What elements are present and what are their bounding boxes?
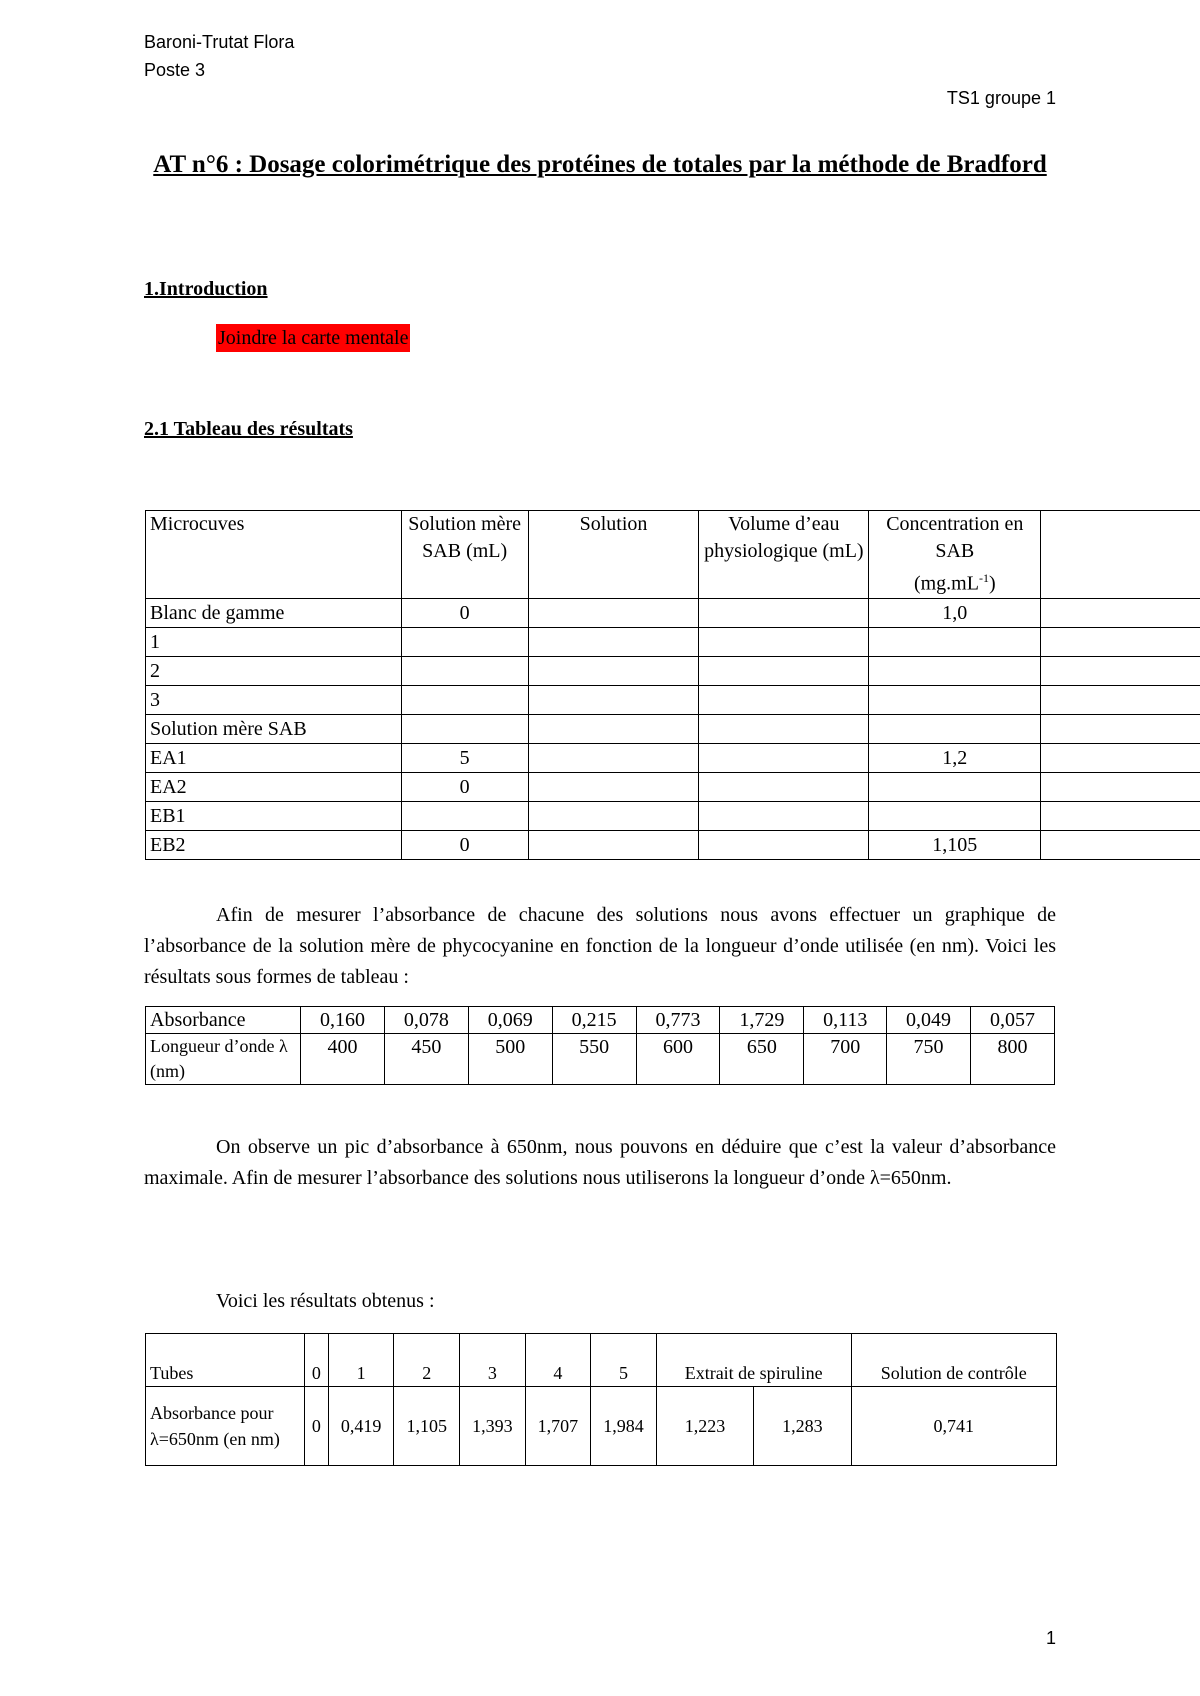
table-cell [699, 714, 869, 743]
table-cell [528, 714, 699, 743]
table-cell [699, 685, 869, 714]
row-label: 3 [146, 685, 402, 714]
absorbance-cell: 0,215 [552, 1007, 636, 1034]
wavelength-cell: 800 [970, 1034, 1054, 1085]
paragraph-peak [144, 1132, 1056, 1194]
table-cell [528, 656, 699, 685]
sab-volume-cell [401, 685, 528, 714]
table-row [146, 801, 1200, 830]
table-cell [1041, 743, 1200, 772]
paragraph-text: Voici les résultats obtenus : [216, 1290, 435, 1312]
absorbance-cell: 1,729 [720, 1007, 804, 1034]
sab-volume-cell: 0 [401, 598, 528, 627]
absorbance-cell: 0,069 [468, 1007, 552, 1034]
absorbance-cell: 0,160 [301, 1007, 385, 1034]
concentration-cell [869, 714, 1041, 743]
table-cell [528, 830, 699, 859]
table-cell [1041, 772, 1200, 801]
table-cell [699, 598, 869, 627]
intro-heading: 1.Introduction [144, 278, 268, 300]
extract-value-cell: 1,283 [754, 1387, 851, 1466]
station-label: Poste 3 [144, 60, 206, 80]
header-cell [1041, 511, 1200, 599]
table-row [146, 656, 1200, 685]
row-label: EB1 [146, 801, 402, 830]
header-cell: Concentration en SAB $(mg.mL^{-1})$ [869, 511, 1041, 599]
table-cell [528, 801, 699, 830]
tube-cell: 3 [460, 1334, 526, 1387]
table-cell [699, 830, 869, 859]
table-row [146, 714, 1200, 743]
paragraph-text: On observe un pic d’absorbance à 650nm, nous pouvons en déduire que c’est la valeur d’absorbance maximale. Afin de mesurer l’absorbance des solutions nous utiliserons la longueur d’onde λ=650nm. [144, 1136, 1056, 1189]
paragraph-results-intro [144, 1286, 1056, 1317]
row-label: 1 [146, 627, 402, 656]
table-row [146, 1007, 1055, 1034]
sab-volume-cell [401, 627, 528, 656]
extract-header: Extrait de spiruline [656, 1334, 851, 1387]
table-cell [1041, 685, 1200, 714]
header-text: Concentration en SAB [886, 513, 1024, 562]
table-cell [1041, 714, 1200, 743]
wavelength-cell: 500 [468, 1034, 552, 1085]
table-row [146, 598, 1200, 627]
row-label: Blanc de gamme [146, 598, 402, 627]
sab-volume-cell: 0 [401, 830, 528, 859]
absorbance-cell: 0,078 [384, 1007, 468, 1034]
absorbance-cell: 0,049 [887, 1007, 971, 1034]
concentration-cell [869, 772, 1041, 801]
tube-cell: 1 [328, 1334, 394, 1387]
concentration-cell [869, 685, 1041, 714]
table-cell [528, 598, 699, 627]
table-cell [699, 656, 869, 685]
table-row [146, 685, 1200, 714]
unit-exponent: -1 [978, 571, 989, 585]
wavelength-cell: 450 [384, 1034, 468, 1085]
page-number: 1 [1045, 1628, 1056, 1648]
control-value-cell: 0,741 [851, 1387, 1056, 1466]
table-header-row [146, 511, 1200, 599]
table-cell [699, 772, 869, 801]
table-cell [528, 685, 699, 714]
absorbance-results-table [145, 1333, 1057, 1466]
table-cell [528, 743, 699, 772]
table-row [146, 743, 1200, 772]
header-cell: Microcuves [146, 511, 402, 599]
tube-cell: 4 [525, 1334, 591, 1387]
header-cell: Solution mère SAB (mL) [401, 511, 528, 599]
sab-volume-cell [401, 801, 528, 830]
spectrum-table [145, 1006, 1055, 1085]
wavelength-cell: 700 [804, 1034, 887, 1085]
row-label: Longueur d’onde λ (nm) [146, 1034, 301, 1085]
wavelength-cell: 600 [636, 1034, 720, 1085]
wavelength-cell: 650 [720, 1034, 804, 1085]
sab-volume-cell [401, 714, 528, 743]
results-heading: 2.1 Tableau des résultats [144, 418, 353, 440]
author-name: Baroni-Trutat Flora [144, 32, 295, 52]
wavelength-cell: 750 [887, 1034, 971, 1085]
table-cell [1041, 656, 1200, 685]
group-label: TS1 groupe 1 [946, 88, 1056, 108]
sab-volume-cell: 5 [401, 743, 528, 772]
absorbance-cell: 0 [305, 1387, 329, 1466]
table-cell [1041, 598, 1200, 627]
extract-value-cell: 1,223 [656, 1387, 753, 1466]
table-row [146, 1334, 1057, 1387]
header-cell: Solution [528, 511, 699, 599]
concentration-cell: 1,0 [869, 598, 1041, 627]
concentration-cell [869, 801, 1041, 830]
table-cell [699, 801, 869, 830]
sab-volume-cell [401, 656, 528, 685]
table-row [146, 772, 1200, 801]
row-label: Absorbance pour λ=650nm (en nm) [146, 1387, 305, 1466]
table-row [146, 830, 1200, 859]
row-label: Tubes [146, 1334, 305, 1387]
absorbance-cell: 1,393 [460, 1387, 526, 1466]
dilution-table [145, 510, 1200, 860]
row-label: 2 [146, 656, 402, 685]
paragraph-text: Afin de mesurer l’absorbance de chacune des solutions nous avons effectuer un graphique de l’absorbance de la solution mère de phycocyanine en fonction de la longueur d’onde utilisée (en nm). Voici les résultats sous formes de tableau : [144, 904, 1056, 988]
table-row [146, 1387, 1057, 1466]
tube-cell: 5 [591, 1334, 657, 1387]
paragraph-spectrum [144, 900, 1056, 993]
table-cell [528, 772, 699, 801]
absorbance-cell: 0,057 [970, 1007, 1054, 1034]
row-label: EA1 [146, 743, 402, 772]
absorbance-cell: 1,707 [525, 1387, 591, 1466]
control-header: Solution de contrôle [851, 1334, 1056, 1387]
wavelength-cell: 400 [301, 1034, 385, 1085]
absorbance-cell: 1,105 [394, 1387, 460, 1466]
table-cell [528, 627, 699, 656]
table-cell [1041, 830, 1200, 859]
unit-text: mg.mL [920, 572, 979, 595]
absorbance-cell: 0,773 [636, 1007, 720, 1034]
header-cell: Volume d’eau physiologique (mL) [699, 511, 869, 599]
concentration-cell [869, 627, 1041, 656]
table-cell [699, 743, 869, 772]
wavelength-cell: 550 [552, 1034, 636, 1085]
absorbance-cell: 1,984 [591, 1387, 657, 1466]
tube-cell: 2 [394, 1334, 460, 1387]
tube-cell: 0 [305, 1334, 329, 1387]
document-title: AT n°6 : Dosage colorimétrique des protéines de totales par la méthode de Bradford [153, 151, 1047, 178]
row-label: Absorbance [146, 1007, 301, 1034]
table-cell [1041, 801, 1200, 830]
table-row [146, 1034, 1055, 1085]
table-cell [1041, 627, 1200, 656]
absorbance-cell: 0,113 [804, 1007, 887, 1034]
table-cell [699, 627, 869, 656]
absorbance-cell: 0,419 [328, 1387, 394, 1466]
table-row [146, 627, 1200, 656]
concentration-cell [869, 656, 1041, 685]
highlighted-note: Joindre la carte mentale [216, 324, 410, 352]
sab-volume-cell: 0 [401, 772, 528, 801]
concentration-cell: 1,2 [869, 743, 1041, 772]
row-label: EA2 [146, 772, 402, 801]
concentration-cell: 1,105 [869, 830, 1041, 859]
row-label: Solution mère SAB [146, 714, 402, 743]
row-label: EB2 [146, 830, 402, 859]
